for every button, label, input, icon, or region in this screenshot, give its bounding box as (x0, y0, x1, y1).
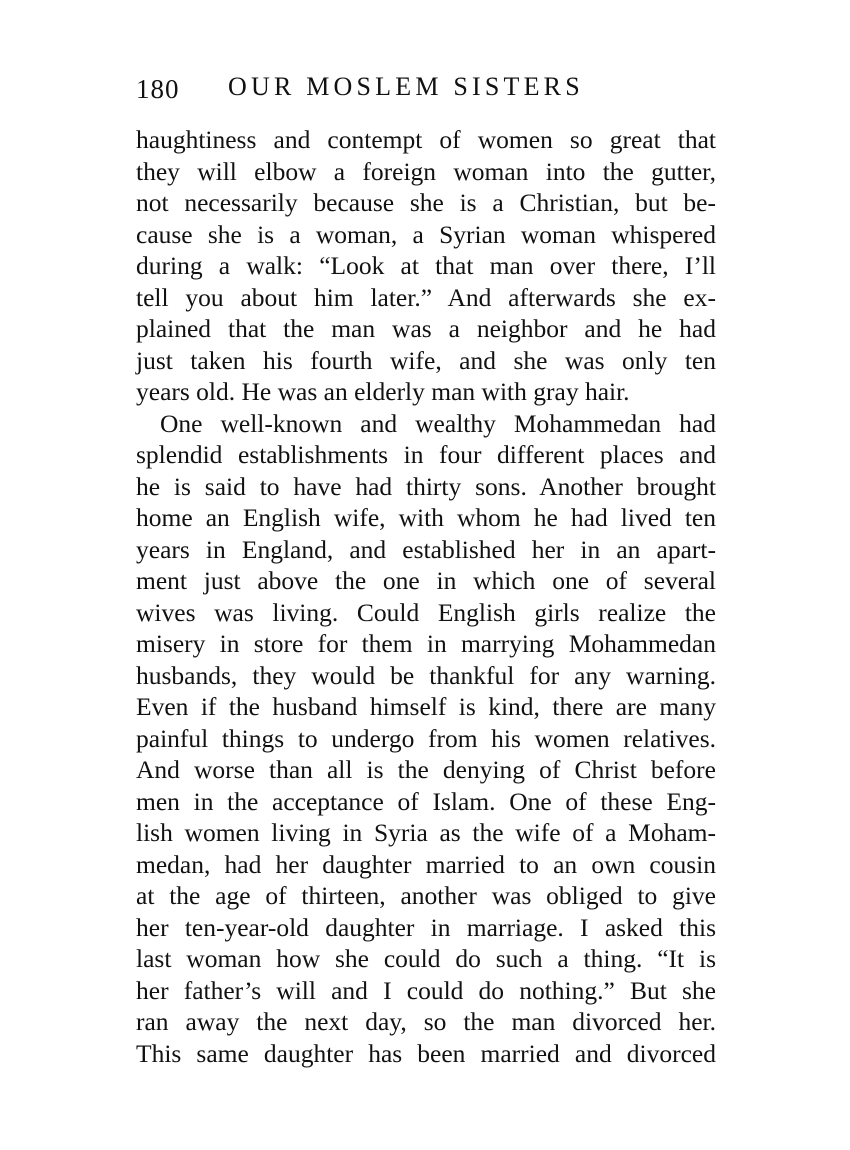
text-line: during a walk: “Look at that man over there, I’ll (136, 251, 716, 280)
text-line: One well-known and wealthy Mohammedan had (160, 408, 716, 438)
text-line: painful things to undergo from his women relatives. (136, 723, 716, 753)
running-head (136, 70, 716, 110)
text-line: men in the acceptance of Islam. One of these Eng- (136, 786, 716, 816)
text-line: years old. He was an elderly man with gray hair. (136, 377, 630, 406)
text-line: her father’s will and I could do nothing.” But she (136, 975, 716, 1005)
body-text (136, 124, 716, 1069)
text-line: not necessarily because she is a Christian, but be- (136, 188, 716, 217)
text-line: just taken his fourth wife, and she was only ten (136, 345, 716, 375)
text-line: cause she is a woman, a Syrian woman whispered (136, 219, 716, 249)
book-title: OUR MOSLEM SISTERS (228, 72, 584, 101)
page-number: 180 (136, 74, 180, 104)
text-line: misery in store for them in marrying Mohammedan (136, 629, 716, 658)
text-line: her ten-year-old daughter in marriage. I asked this (136, 912, 716, 942)
text-line: he is said to have had thirty sons. Another brought (136, 471, 716, 501)
text-line: years in England, and established her in an apart- (136, 534, 716, 564)
text-line: plained that the man was a neighbor and he had (136, 314, 716, 343)
text-line: home an English wife, with whom he had lived ten (136, 503, 716, 532)
text-line: haughtiness and contempt of women so great that (136, 125, 716, 154)
text-line: last woman how she could do such a thing. “It is (136, 944, 716, 973)
text-line: ran away the next day, so the man divorced her. (136, 1007, 716, 1036)
text-line: at the age of thirteen, another was obliged to give (136, 881, 716, 910)
text-line: ment just above the one in which one of several (136, 566, 716, 595)
text-line: they will elbow a foreign woman into the gutter, (136, 156, 716, 186)
text-line: This same daughter has been married and divorced (136, 1038, 716, 1068)
text-line: husbands, they would be thankful for any warning. (136, 660, 716, 690)
text-line: medan, had her daughter married to an own cousin (136, 849, 716, 879)
text-line: tell you about him later.” And afterwards she ex- (136, 282, 716, 312)
text-line: wives was living. Could English girls realize the (136, 597, 716, 627)
text-line: And worse than all is the denying of Christ before (136, 755, 716, 784)
text-line: splendid establishments in four different places and (136, 440, 716, 469)
text-line: Even if the husband himself is kind, there are many (136, 692, 716, 721)
text-line: lish women living in Syria as the wife of a Moham- (136, 818, 716, 847)
